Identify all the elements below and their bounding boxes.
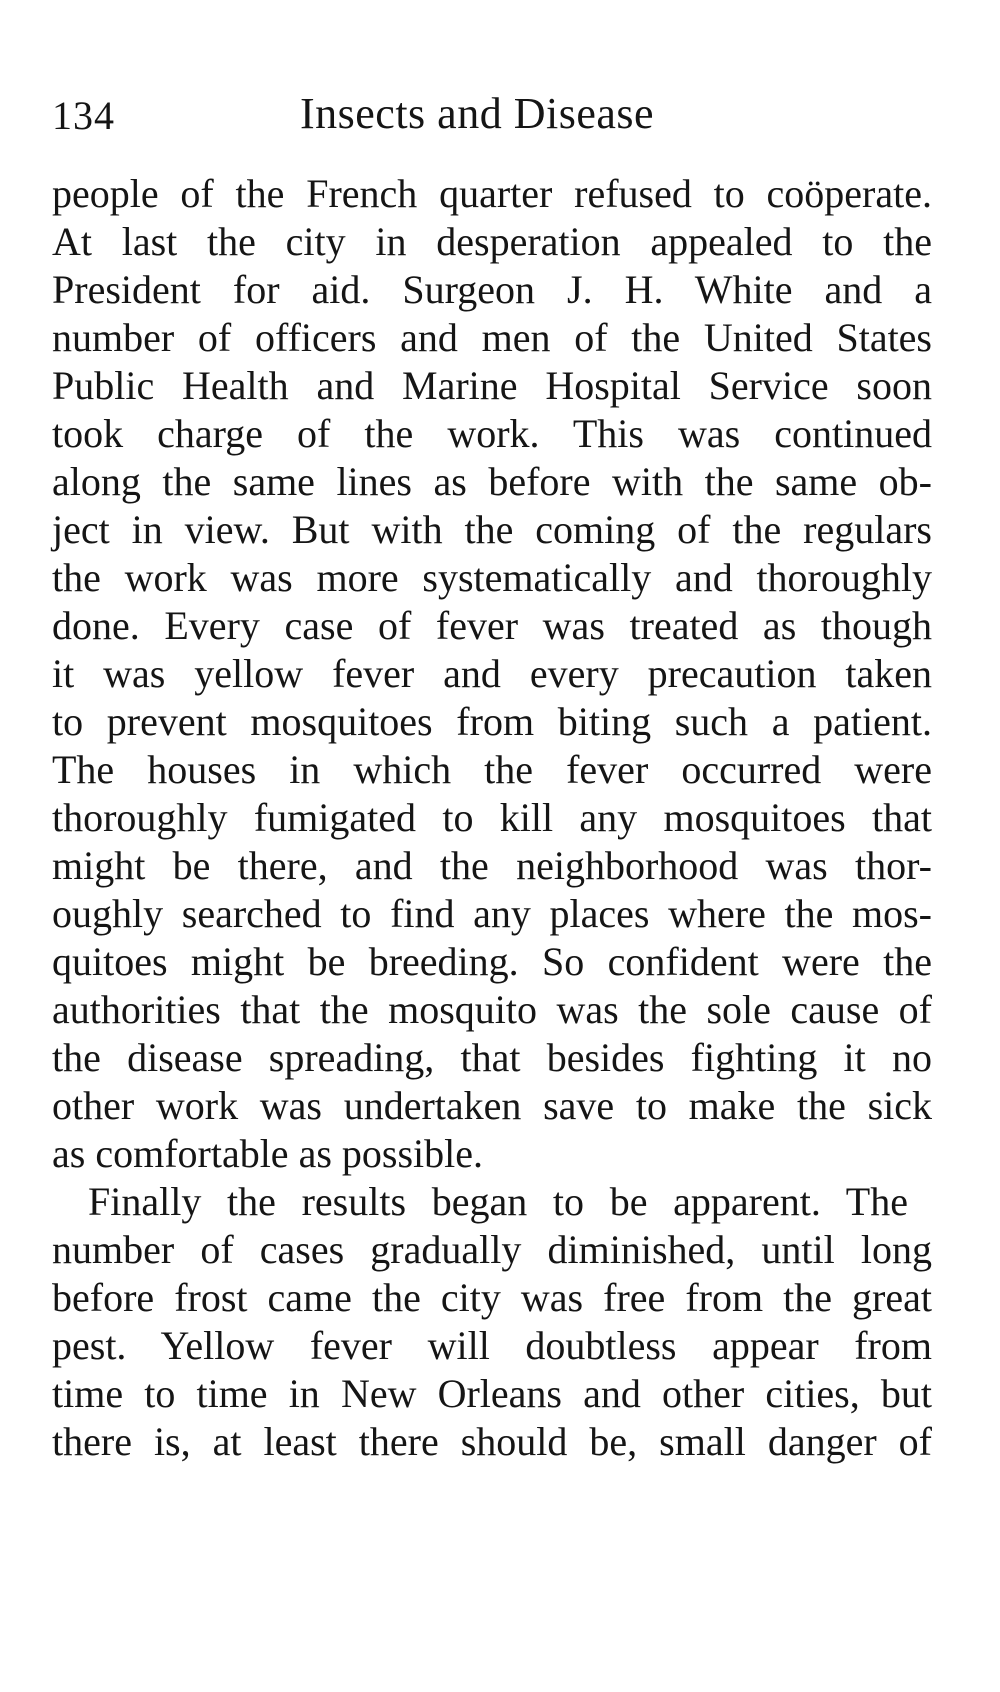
text-line: might be there, and the neighborhood was thor- — [52, 843, 932, 888]
text-line: as comfortable as possible. — [52, 1131, 483, 1176]
text-line: along the same lines as before with the same ob- — [52, 459, 932, 504]
text-line: the work was more systematically and thoroughly — [52, 555, 932, 600]
text-line: it was yellow fever and every precaution taken — [52, 651, 932, 696]
text-line: quitoes might be breeding. So confident were the — [52, 939, 932, 984]
text-line: Finally the results began to be apparent. The — [88, 1179, 908, 1224]
running-head: Insects and Disease — [300, 89, 655, 138]
text-line: thoroughly fumigated to kill any mosquitoes that — [52, 795, 932, 840]
text-line: other work was undertaken save to make the sick — [52, 1083, 932, 1128]
paragraph-2 — [52, 1178, 932, 1466]
text-line: number of officers and men of the United States — [52, 315, 932, 360]
text-line: oughly searched to find any places where the mos- — [52, 891, 932, 936]
text-line: there is, at least there should be, small danger of — [52, 1419, 932, 1464]
text-line: done. Every case of fever was treated as though — [52, 603, 932, 648]
text-line: time to time in New Orleans and other cities, but — [52, 1371, 932, 1416]
text-line: President for aid. Surgeon J. H. White and a — [52, 267, 932, 312]
text-line: Public Health and Marine Hospital Service soon — [52, 363, 932, 408]
text-line: pest. Yellow fever will doubtless appear from — [52, 1323, 932, 1368]
text-line: The houses in which the fever occurred were — [52, 747, 932, 792]
page-header — [52, 88, 932, 148]
paragraph-1 — [52, 170, 932, 1178]
text-line: people of the French quarter refused to coöperate. — [52, 171, 932, 216]
text-line: ject in view. But with the coming of the regulars — [52, 507, 932, 552]
text-line: took charge of the work. This was continued — [52, 411, 932, 456]
text-line: to prevent mosquitoes from biting such a patient. — [52, 699, 932, 744]
text-line: At last the city in desperation appealed to the — [52, 219, 932, 264]
text-line: authorities that the mosquito was the sole cause of — [52, 987, 932, 1032]
text-line: number of cases gradually diminished, until long — [52, 1227, 932, 1272]
text-line: the disease spreading, that besides fighting it no — [52, 1035, 932, 1080]
body-text — [52, 170, 932, 1466]
page-number: 134 — [52, 93, 115, 138]
text-line: before frost came the city was free from the great — [52, 1275, 932, 1320]
